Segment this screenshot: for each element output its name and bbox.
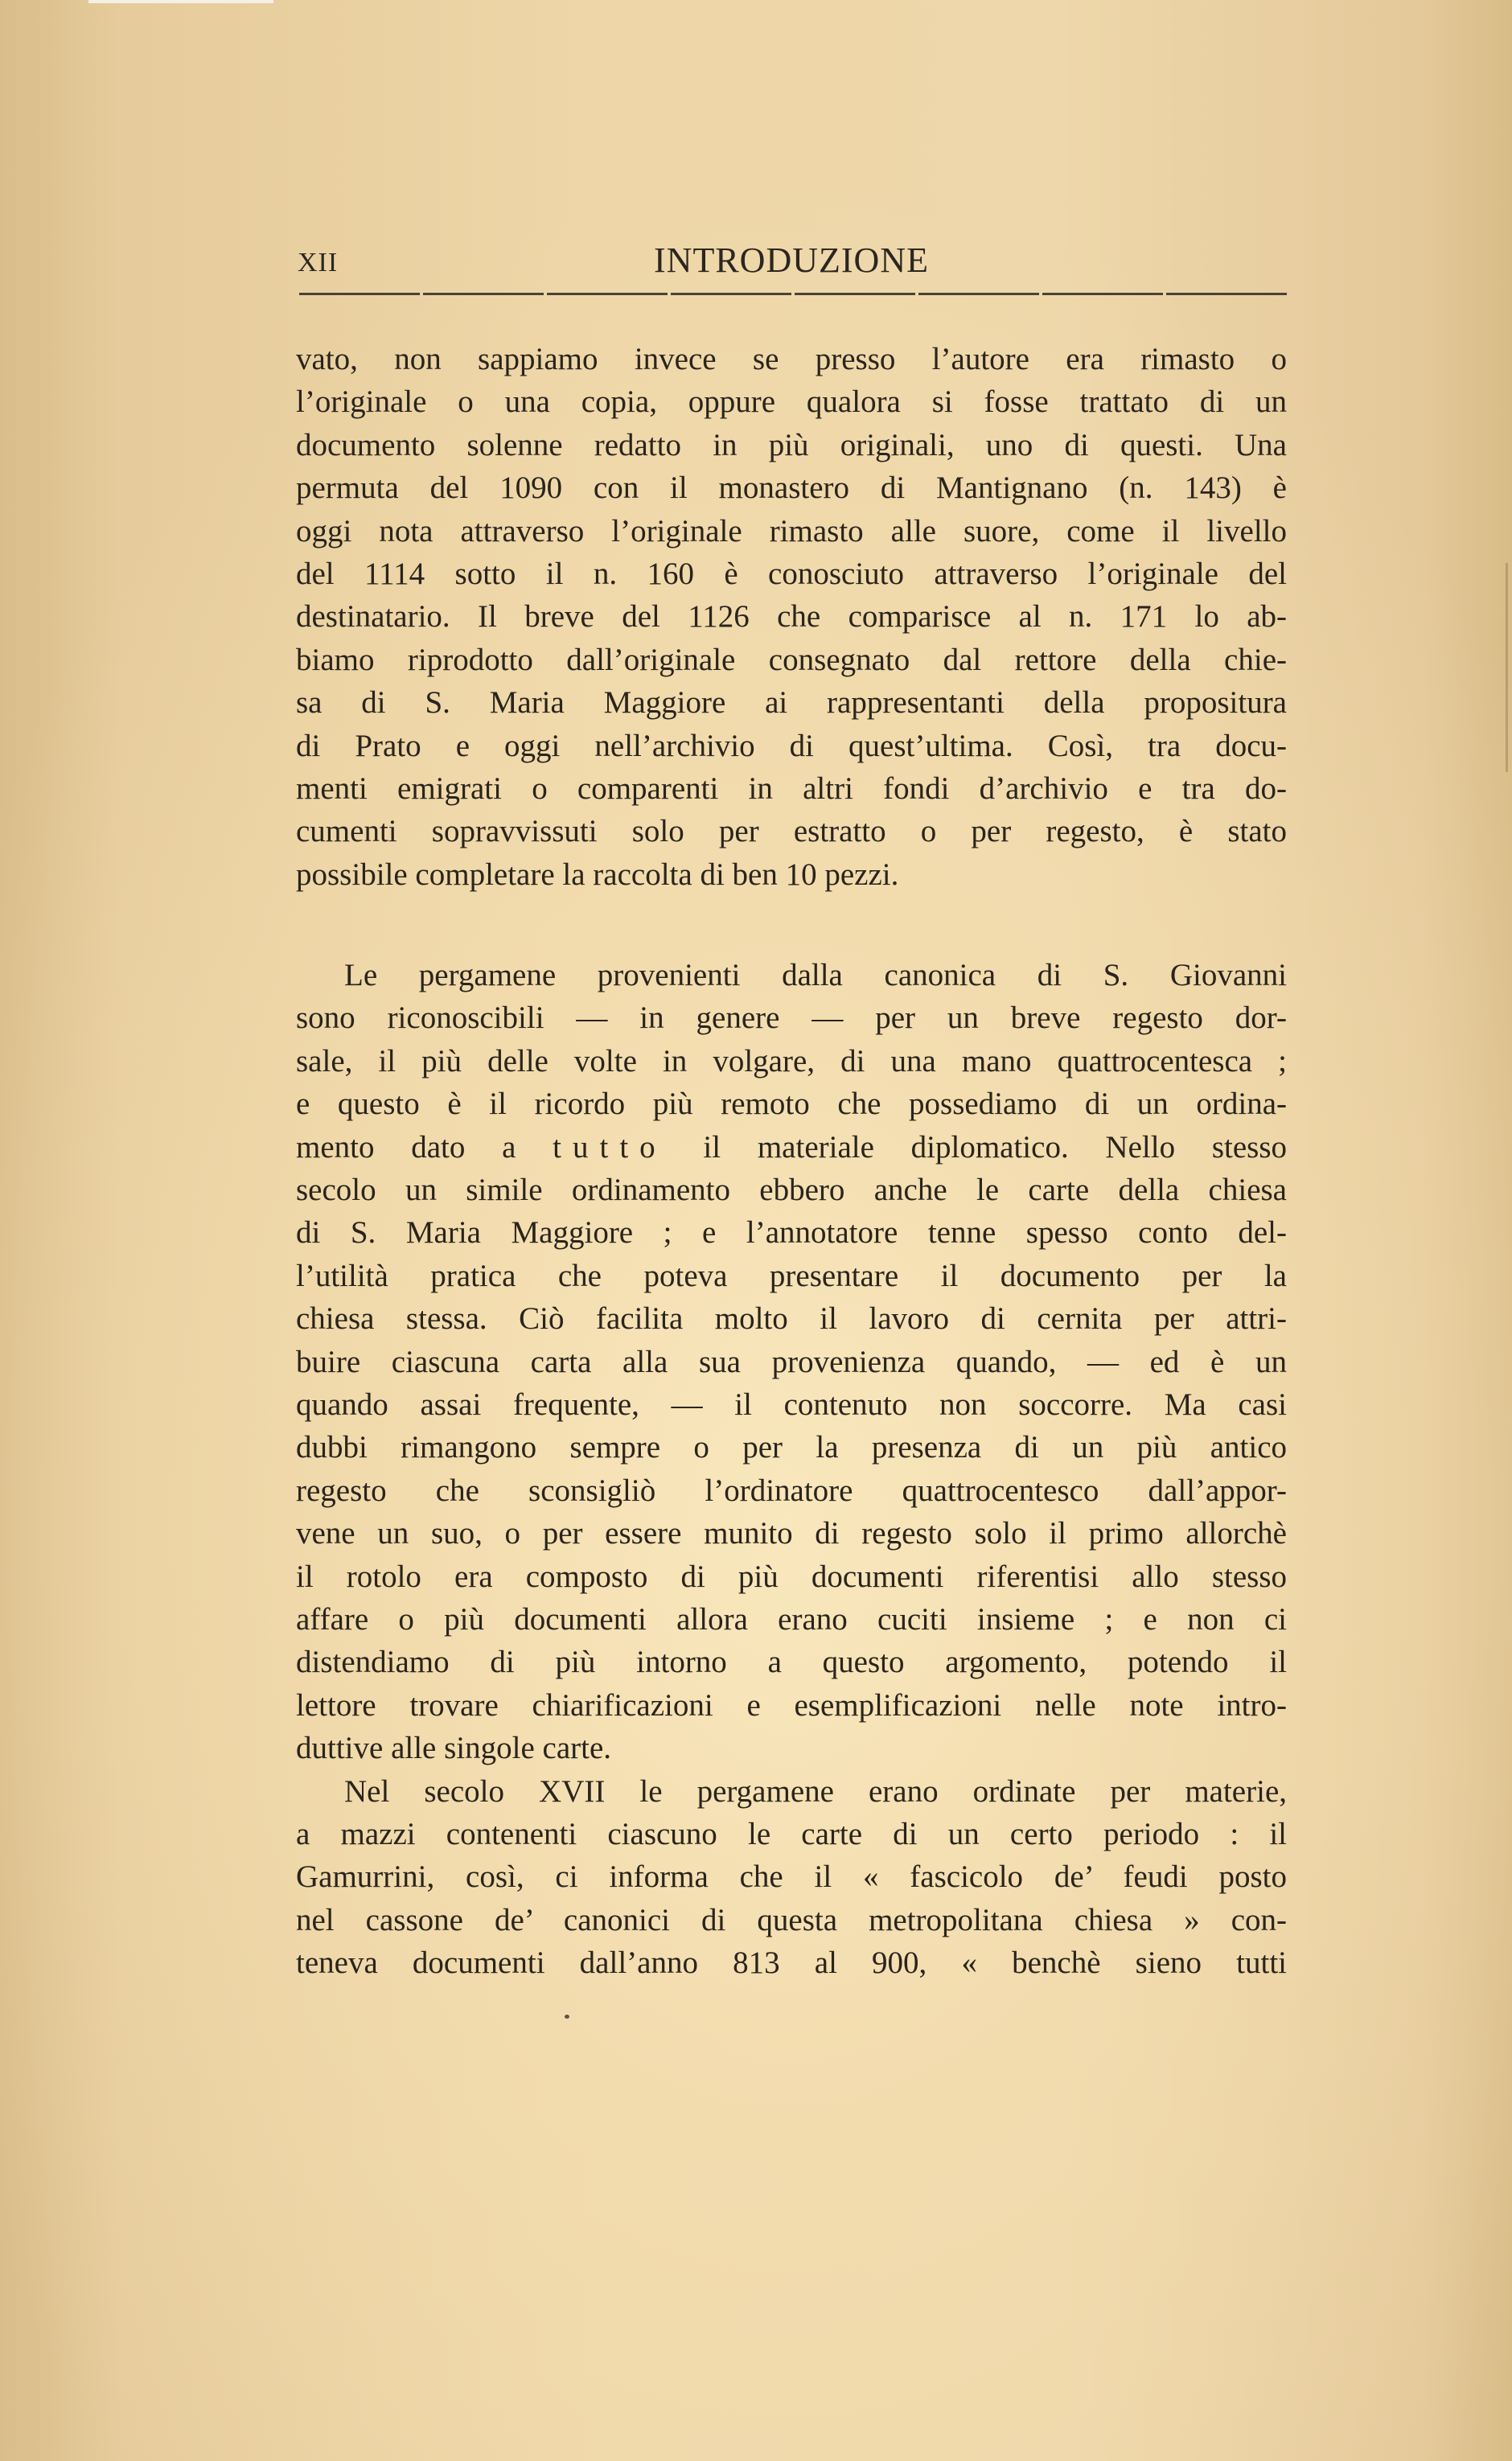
text-line: secolo un simile ordinamento ebbero anche le carte della chiesa: [296, 1173, 1287, 1208]
scan-edge: [88, 0, 273, 3]
text-line: di S. Maria Maggiore ; e l’annotatore tenne spesso conto del-: [296, 1215, 1287, 1251]
text-line: e questo è il ricordo più remoto che possediamo di un ordina-: [296, 1087, 1287, 1122]
text-line: lettore trovare chiarificazioni e esemplificazioni nelle note intro-: [296, 1687, 1287, 1723]
running-title: INTRODUZIONE: [654, 240, 929, 280]
text-line: Le pergamene provenienti dalla canonica di S. Giovanni: [344, 958, 1287, 993]
text-line: vene un suo, o per essere munito di regesto solo il primo allorchè: [296, 1516, 1287, 1551]
text-line: a mazzi contenenti ciascuno le carte di un certo periodo : il: [296, 1816, 1287, 1851]
text-line: sale, il più delle volte in volgare, di una mano quattrocentesca ;: [296, 1043, 1287, 1078]
paragraph-1: [296, 338, 1287, 896]
ink-speck: [565, 2015, 569, 2019]
text-line: sa di S. Maria Maggiore ai rappresentanti della propositura: [296, 685, 1287, 721]
text-line: buire ciascuna carta alla sua provenienza quando, — ed è un: [296, 1344, 1287, 1379]
page-edge-mark: [1506, 563, 1508, 772]
text-segment: mento dato a: [296, 1129, 553, 1165]
text-line: permuta del 1090 con il monastero di Mantignano (n. 143) è: [296, 470, 1287, 506]
text-line: vato, non sappiamo invece se presso l’autore era rimasto o: [296, 342, 1287, 376]
text-line: l’utilità pratica che poteva presentare il documento per la: [296, 1258, 1287, 1293]
text-line: cumenti sopravvissuti solo per estratto o per regesto, è stato: [296, 814, 1287, 849]
text-line: Gamurrini, così, ci informa che il « fascicolo de’ feudi posto: [296, 1859, 1287, 1895]
text-line: oggi nota attraverso l’originale rimasto alle suore, come il livello: [296, 513, 1287, 548]
body-text: [296, 338, 1287, 1984]
text-line: biamo riprodotto dall’originale consegnato dal rettore della chie-: [296, 642, 1287, 677]
text-line: di Prato e oggi nell’archivio di quest’ultima. Così, tra docu-: [296, 728, 1287, 763]
text-line: regesto che sconsigliò l’ordinatore quattrocentesco dall’appor-: [296, 1473, 1287, 1508]
text-line: dubbi rimangono sempre o per la presenza di un più antico: [296, 1430, 1287, 1465]
text-line: documento solenne redatto in più originali, uno di questi. Una: [296, 427, 1287, 462]
text-line: chiesa stessa. Ciò facilita molto il lavoro di cernita per attri-: [296, 1301, 1287, 1337]
running-head: [296, 240, 1287, 280]
text-line: possibile completare la raccolta di ben 10 pezzi.: [296, 857, 899, 892]
text-line: quando assai frequente, — il contenuto non soccorre. Ma casi: [296, 1387, 1287, 1422]
text-line: menti emigrati o comparenti in altri fondi d’archivio e tra do-: [296, 770, 1287, 806]
text-line: del 1114 sotto il n. 160 è conosciuto attraverso l’originale del: [296, 556, 1287, 591]
text-line: nel cassone de’ canonici di questa metropolitana chiesa » con-: [296, 1902, 1287, 1937]
text-line: destinatario. Il breve del 1126 che comparisce al n. 171 lo ab-: [296, 599, 1287, 635]
text-line: sono riconoscibili — in genere — per un breve regesto dor-: [296, 1000, 1287, 1036]
header-rule: [299, 293, 1287, 295]
text-line: il rotolo era composto di più documenti riferentisi allo stesso: [296, 1559, 1287, 1594]
text-line: teneva documenti dall’anno 813 al 900, « benchè sieno tutti: [296, 1945, 1287, 1981]
paragraph-3: [296, 1770, 1287, 1985]
text-line: affare o più documenti allora erano cuciti insieme ; e non ci: [296, 1601, 1287, 1637]
page-number: XII: [298, 248, 339, 277]
spaced-emphasis: tutto: [553, 1129, 667, 1165]
paragraph-2: [296, 954, 1287, 1769]
text-line: Nel secolo XVII le pergamene erano ordinate per materie,: [344, 1773, 1287, 1809]
text-line: l’originale o una copia, oppure qualora si fosse trattato di un: [296, 384, 1287, 420]
text-line: distendiamo di più intorno a questo argomento, potendo il: [296, 1645, 1287, 1680]
text-line-emphasis: [296, 1126, 1287, 1169]
text-segment: il materiale diplomatico. Nello stesso: [666, 1129, 1287, 1165]
text-line: duttive alle singole carte.: [296, 1731, 612, 1766]
